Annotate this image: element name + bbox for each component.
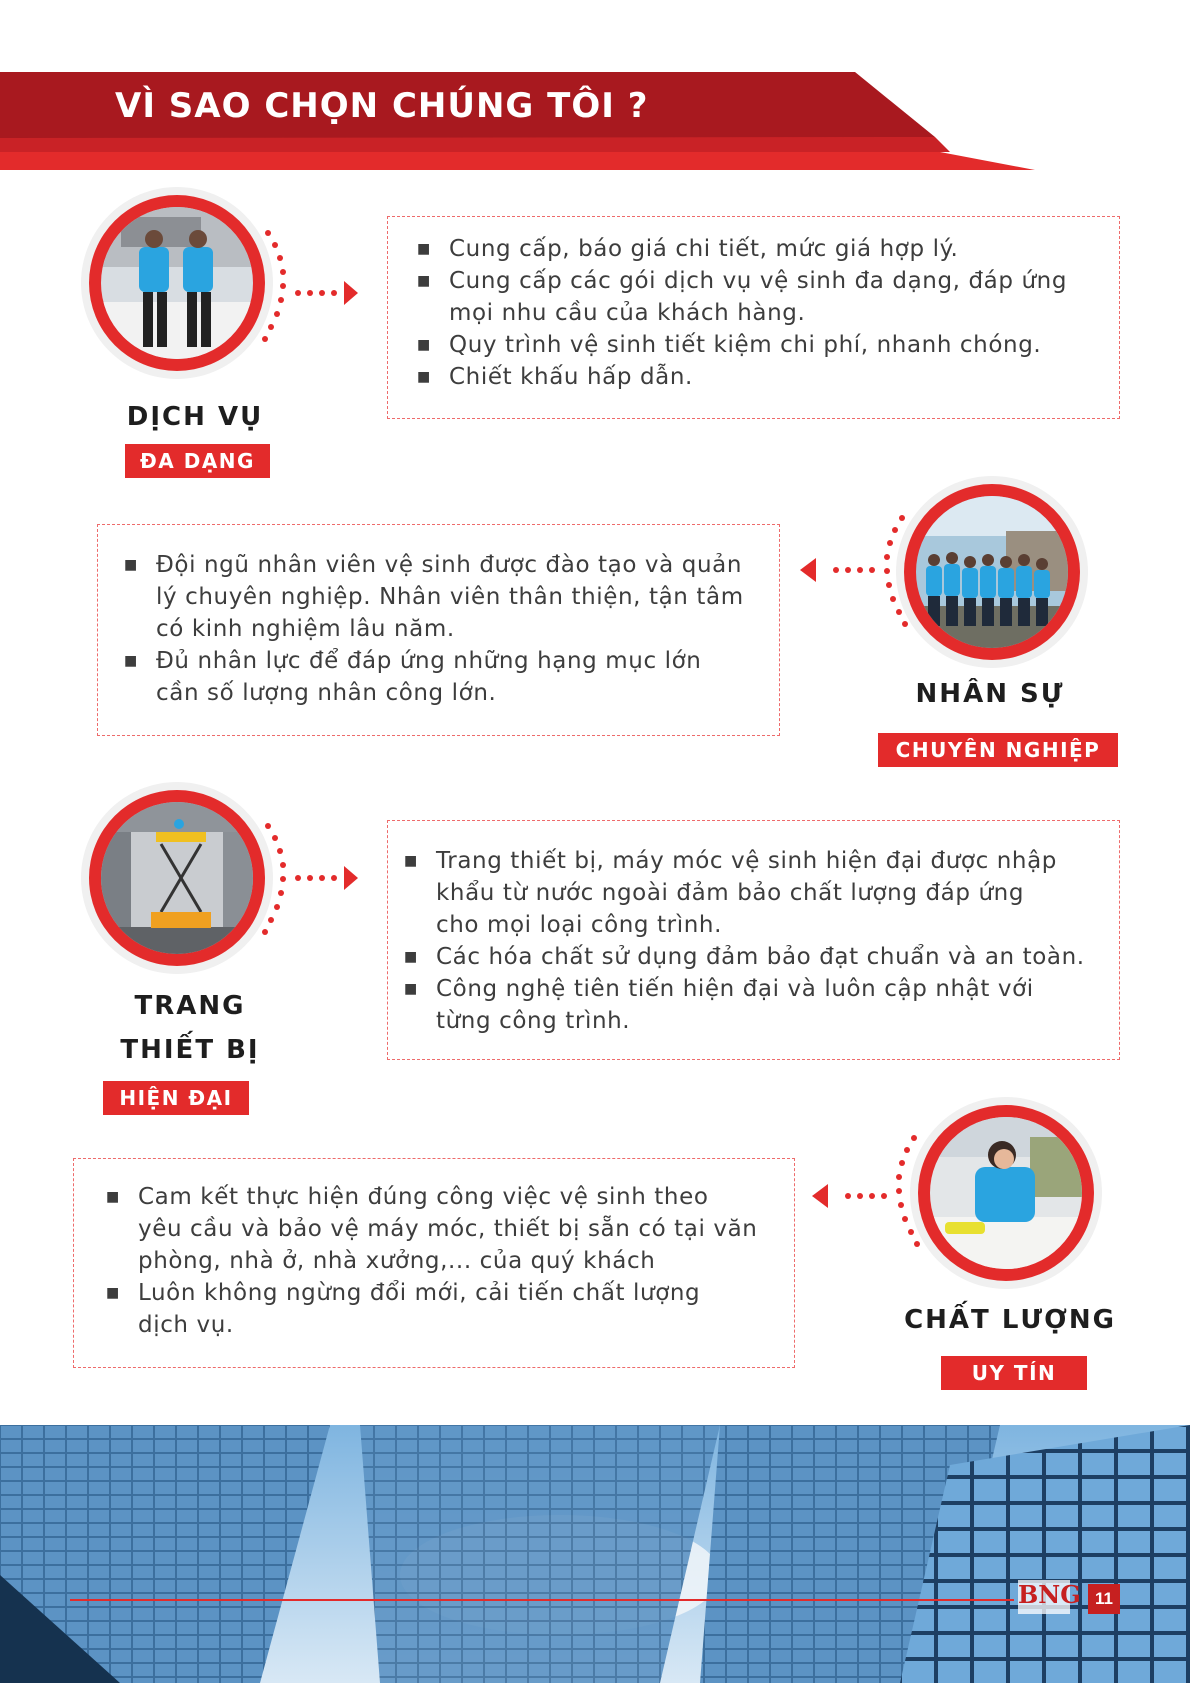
bullet-icon: ■ bbox=[417, 369, 431, 385]
bullet-text: cho mọi loại công trình. bbox=[436, 912, 722, 938]
bullet-icon: ■ bbox=[417, 241, 431, 257]
bullet-item bbox=[404, 845, 1088, 941]
section-tag-da-dang: ĐA DẠNG bbox=[125, 444, 270, 478]
bullet-item bbox=[417, 329, 1099, 361]
bullet-box-dich-vu bbox=[387, 216, 1120, 419]
bullet-item bbox=[106, 1181, 773, 1277]
bullet-text: Chiết khấu hấp dẫn. bbox=[449, 364, 693, 390]
bullet-text: Các hóa chất sử dụng đảm bảo đạt chuẩn và an toàn. bbox=[436, 944, 1085, 970]
bullet-text: Cung cấp các gói dịch vụ vệ sinh đa dạng, đáp ứng bbox=[449, 268, 1068, 294]
photo-team bbox=[904, 484, 1080, 660]
company-logo: BNG bbox=[1018, 1580, 1070, 1614]
section-tag-hien-dai: HIỆN ĐẠI bbox=[103, 1081, 249, 1115]
title-line: DỊCH VỤ bbox=[126, 402, 264, 432]
bullet-item bbox=[404, 941, 1101, 973]
bullet-icon: ■ bbox=[404, 949, 418, 965]
bullet-text: lý chuyên nghiệp. Nhân viên thân thiện, tận tâm bbox=[156, 584, 744, 610]
photo-cleaning-desk bbox=[918, 1105, 1094, 1281]
title-line: CHẤT LƯỢNG bbox=[904, 1305, 1116, 1335]
section-title-dich-vu bbox=[100, 395, 290, 439]
footer-divider bbox=[70, 1599, 1014, 1601]
scissor-lift-photo-icon bbox=[101, 802, 253, 954]
bullet-text: Công nghệ tiên tiến hiện đại và luôn cập nhật với bbox=[436, 976, 1034, 1002]
bullet-text: phòng, nhà ở, nhà xưởng,... của quý khách bbox=[138, 1248, 656, 1274]
bullet-text: Cung cấp, báo giá chi tiết, mức giá hợp lý. bbox=[449, 236, 959, 262]
bullet-icon: ■ bbox=[404, 853, 418, 869]
photo-two-staff bbox=[89, 195, 265, 371]
bullet-text: khẩu từ nước ngoài đảm bảo chất lượng đáp ứng bbox=[436, 880, 1025, 906]
dotted-arc-right-icon bbox=[262, 818, 382, 948]
section-title-trang-thiet-bi bbox=[90, 984, 290, 1072]
bullet-text: Cam kết thực hiện đúng công việc vệ sinh theo bbox=[138, 1184, 709, 1210]
two-staff-photo-icon bbox=[101, 207, 253, 359]
bullet-box-chat-luong bbox=[73, 1158, 795, 1368]
bullet-text: dịch vụ. bbox=[138, 1312, 234, 1338]
bullet-item bbox=[106, 1277, 773, 1341]
dotted-arc-left-icon bbox=[798, 510, 908, 640]
bullet-box-nhan-su bbox=[97, 524, 780, 736]
section-title-chat-luong bbox=[895, 1298, 1125, 1342]
bullet-item bbox=[124, 645, 766, 709]
bullet-text: Đủ nhân lực để đáp ứng những hạng mục lớn bbox=[156, 648, 702, 674]
bullet-icon: ■ bbox=[124, 557, 138, 573]
skyscraper-photo bbox=[0, 1425, 1190, 1683]
bullet-box-trang-thiet-bi bbox=[387, 820, 1120, 1060]
cleaning-desk-photo-icon bbox=[930, 1117, 1082, 1269]
bullet-icon: ■ bbox=[404, 981, 418, 997]
bullet-item bbox=[417, 265, 1099, 329]
bullet-text: mọi nhu cầu của khách hàng. bbox=[449, 300, 806, 326]
page-number: 11 bbox=[1088, 1584, 1120, 1614]
bullet-item bbox=[417, 233, 1099, 265]
bullet-text: Trang thiết bị, máy móc vệ sinh hiện đại được nhập bbox=[436, 848, 1058, 874]
bullet-icon: ■ bbox=[106, 1189, 120, 1205]
bullet-item bbox=[417, 361, 1099, 393]
dotted-arc-right-icon bbox=[262, 225, 382, 355]
photo-scissor-lift bbox=[89, 790, 265, 966]
team-photo-icon bbox=[916, 496, 1068, 648]
page-title: VÌ SAO CHỌN CHÚNG TÔI ? bbox=[115, 86, 649, 126]
bullet-text: cần số lượng nhân công lớn. bbox=[156, 680, 497, 706]
section-tag-uy-tin: UY TÍN bbox=[941, 1356, 1087, 1390]
section-title-nhan-su bbox=[900, 672, 1080, 716]
bullet-item bbox=[404, 973, 1088, 1037]
section-tag-chuyen-nghiep: CHUYÊN NGHIỆP bbox=[878, 733, 1118, 767]
bullet-text: có kinh nghiệm lâu năm. bbox=[156, 616, 455, 642]
bullet-text: Luôn không ngừng đổi mới, cải tiến chất lượng bbox=[138, 1280, 701, 1306]
dotted-arc-left-icon bbox=[810, 1130, 920, 1260]
bullet-icon: ■ bbox=[417, 337, 431, 353]
bullet-text: Đội ngũ nhân viên vệ sinh được đào tạo và quản bbox=[156, 552, 742, 578]
bullet-icon: ■ bbox=[124, 653, 138, 669]
title-line: TRANG bbox=[134, 991, 246, 1021]
bullet-item bbox=[124, 549, 766, 645]
bullet-icon: ■ bbox=[106, 1285, 120, 1301]
bullet-text: Quy trình vệ sinh tiết kiệm chi phí, nhanh chóng. bbox=[449, 332, 1042, 358]
title-line: NHÂN SỰ bbox=[915, 679, 1065, 709]
bullet-text: yêu cầu và bảo vệ máy móc, thiết bị sẵn có tại văn bbox=[138, 1216, 758, 1242]
bullet-text: từng công trình. bbox=[436, 1008, 631, 1034]
bullet-icon: ■ bbox=[417, 273, 431, 289]
title-line: THIẾT BỊ bbox=[120, 1035, 260, 1065]
